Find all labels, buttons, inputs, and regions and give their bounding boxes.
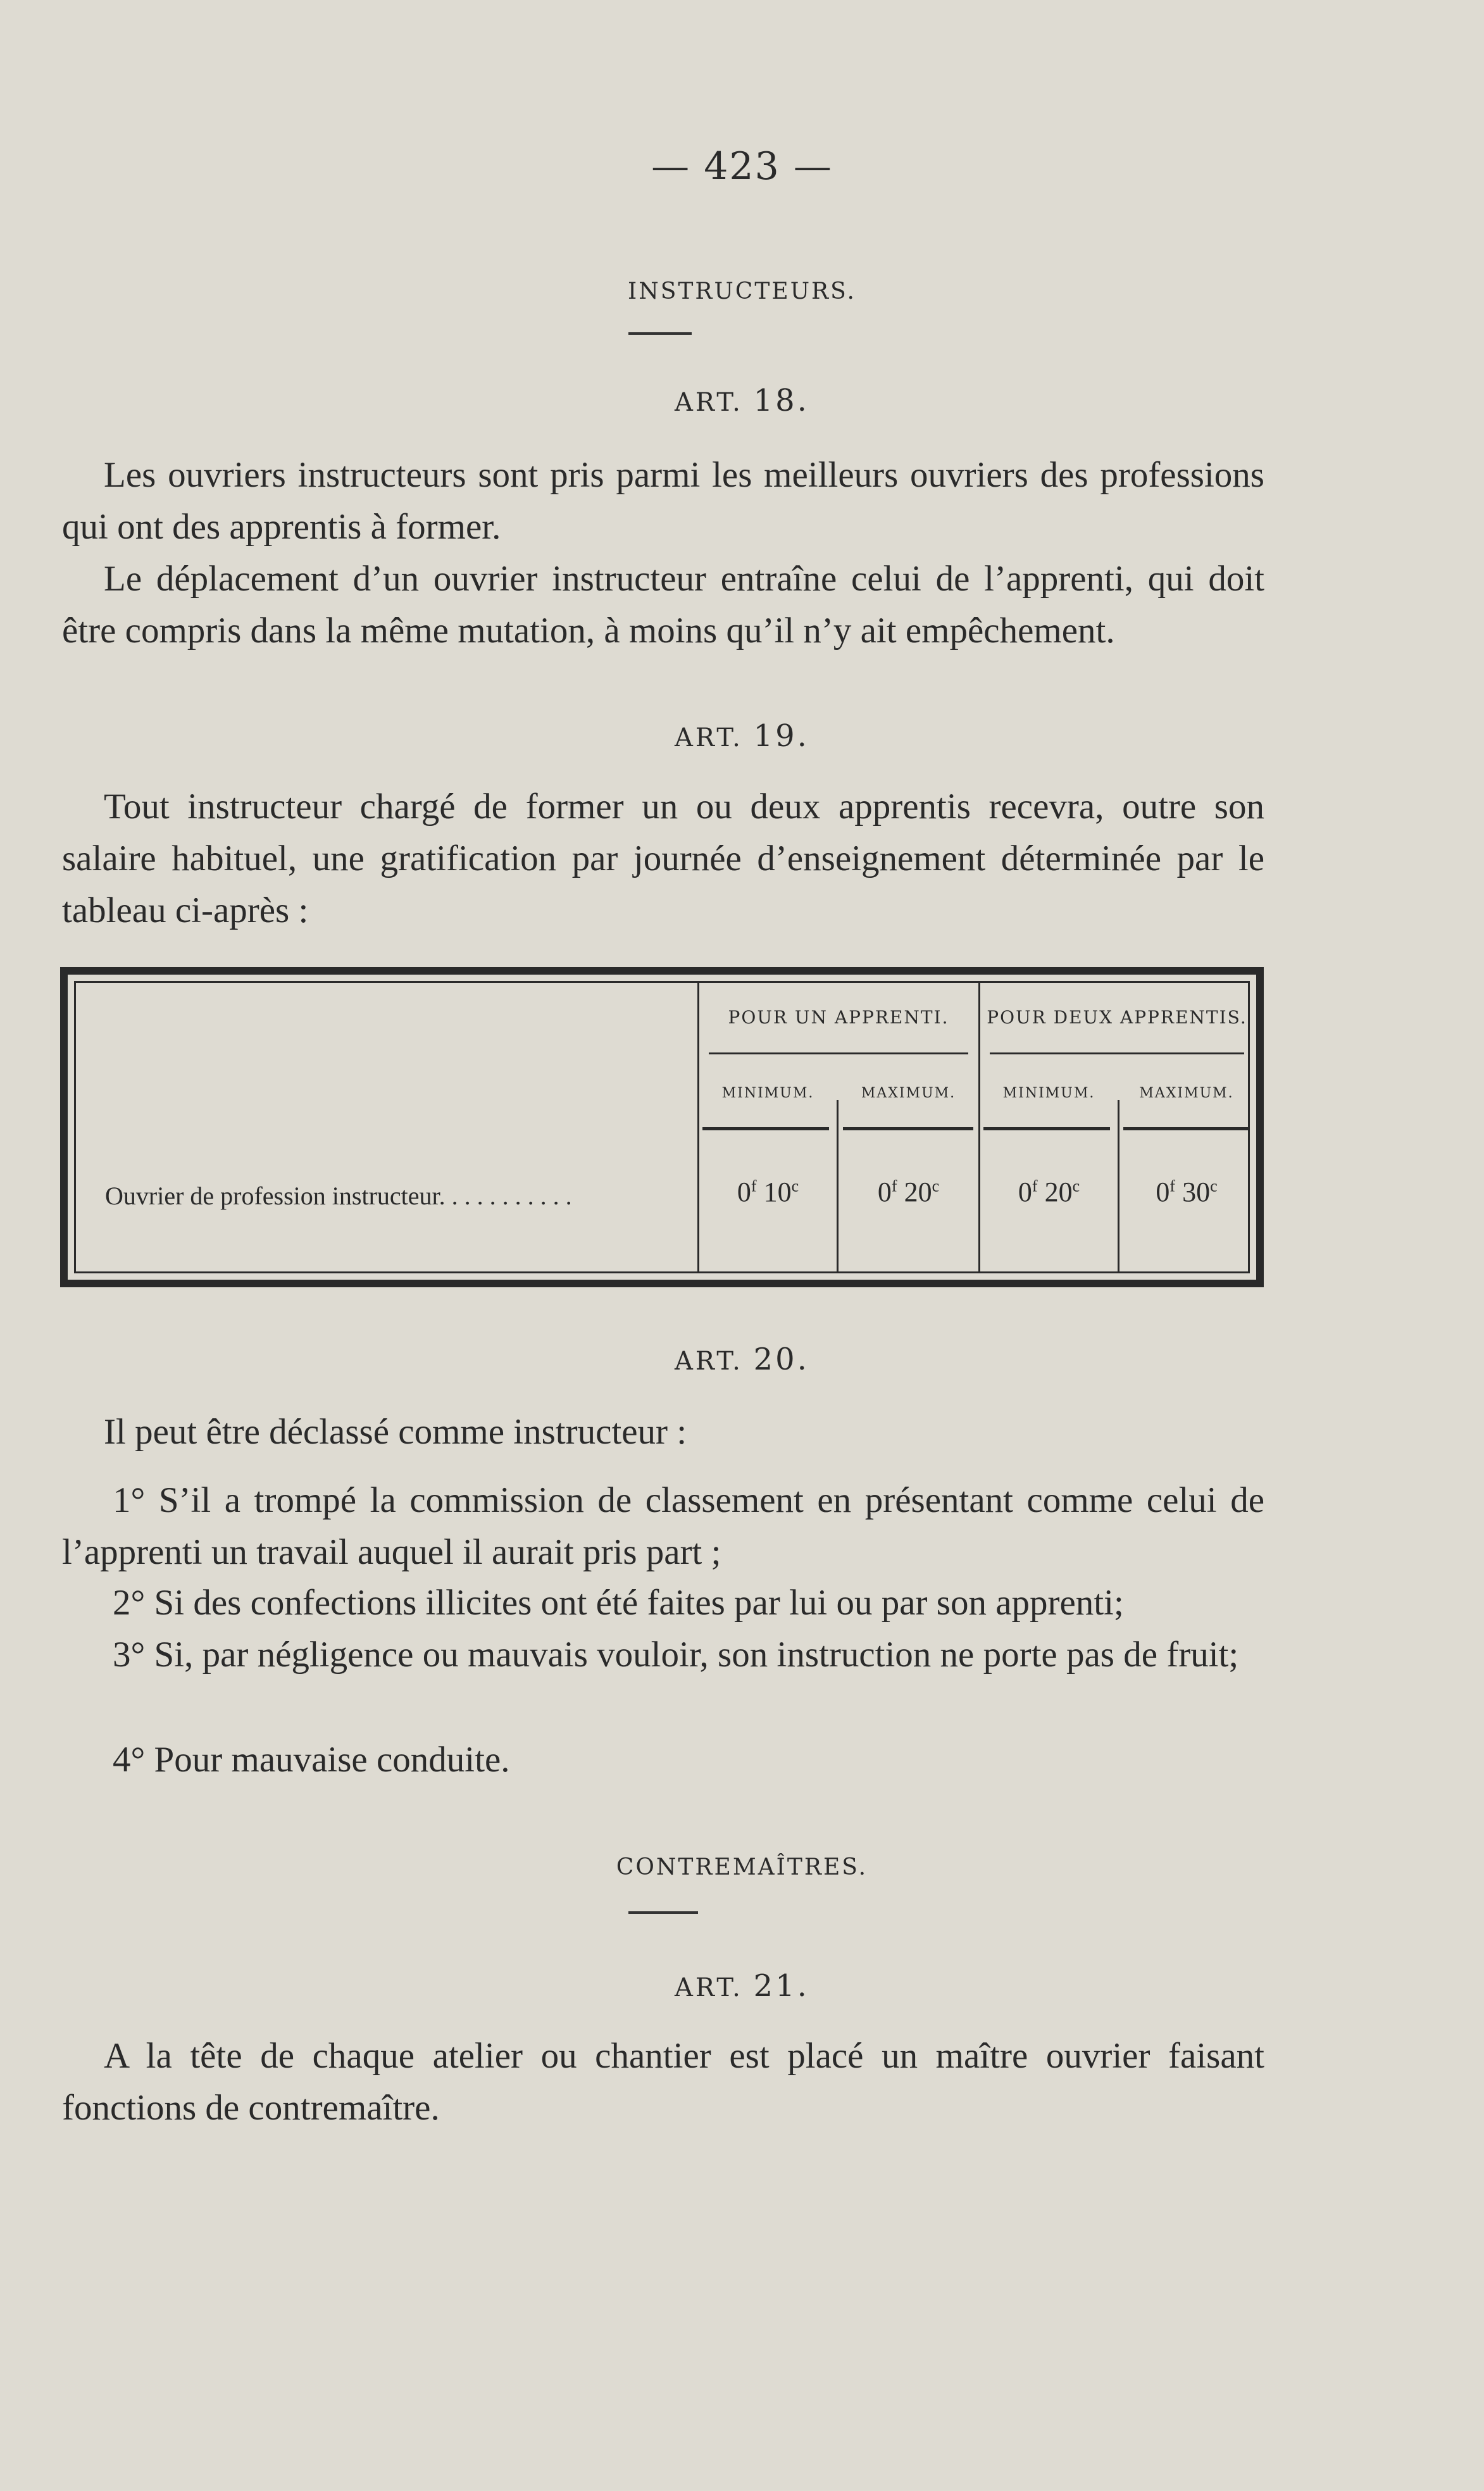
list-item-3: 3° Si, par négligence ou mauvais vouloir, son instruction ne porte pas de fruit;	[113, 1635, 1239, 1675]
article-18-heading	[0, 383, 1484, 418]
header-brace	[990, 1052, 1244, 1054]
table-header-two-apprentices: POUR DEUX APPRENTIS.	[987, 1007, 1247, 1028]
value-max-1: 0$^f$ 20$^c$	[877, 1177, 940, 1208]
section-heading-contremaitres: CONTREMAÎTRES.	[616, 1854, 868, 1880]
subheader-max-2: MAXIMUM.	[1139, 1085, 1234, 1101]
row-label: Ouvrier de profession instructeur. . . . . . . . . . .	[105, 1182, 572, 1210]
gratification-table	[60, 967, 1264, 1287]
article-20-heading	[0, 1342, 1484, 1377]
table-header-one-apprentice: POUR UN APPRENTI.	[728, 1007, 949, 1028]
page-number: — 423 —	[651, 144, 833, 189]
list-item-1: 1° S’il a trompé la commission de classement en présentant comme celui de l’apprenti un travail auquel il aurait pris part ;	[62, 1480, 1264, 1572]
paragraph-art18-a: Les ouvriers instructeurs sont pris parmi les meilleurs ouvriers des professions qui ont des apprentis à former.	[62, 455, 1264, 547]
article-number: 19.	[753, 718, 809, 754]
article-label: ART.	[675, 388, 743, 417]
paragraph-art21: A la tête de chaque atelier ou chantier est placé un maître ouvrier faisant fonctions de contremaître.	[62, 2036, 1264, 2128]
article-label: ART.	[675, 1347, 743, 1376]
paragraph-art20-intro: Il peut être déclassé comme instructeur :	[104, 1412, 687, 1452]
subheader-min-2: MINIMUM.	[1002, 1085, 1095, 1101]
article-number: 21.	[753, 1968, 809, 2004]
table-inner-border	[74, 981, 1250, 1273]
article-19-heading	[0, 718, 1484, 754]
value-min-2: 0$^f$ 20$^c$	[1018, 1177, 1080, 1208]
list-item-2: 2° Si des confections illicites ont été faites par lui ou par son apprenti;	[113, 1583, 1124, 1623]
section-heading-instructeurs: INSTRUCTEURS.	[628, 278, 856, 304]
value-min-1: 0$^f$ 10$^c$	[737, 1177, 799, 1208]
section-rule	[628, 1911, 698, 1914]
paragraph-art18-b: Le déplacement d’un ouvrier instructeur entraîne celui de l’apprenti, qui doit être compris dans la même mutation, à moins qu’il n’y ait empêchement.	[62, 559, 1264, 651]
article-21-heading	[0, 1968, 1484, 2004]
article-label: ART.	[675, 723, 743, 752]
section-rule	[628, 332, 692, 335]
paragraph-art19: Tout instructeur chargé de former un ou deux apprentis recevra, outre son salaire habituel, une gratification par journée d’enseignement déterminée par le tableau ci-après :	[62, 787, 1264, 930]
article-number: 20.	[753, 1342, 809, 1377]
article-number: 18.	[753, 383, 809, 418]
column-rule	[702, 1127, 829, 1130]
subheader-min-1: MINIMUM.	[721, 1085, 814, 1101]
list-item-4: 4° Pour mauvaise conduite.	[113, 1740, 510, 1780]
header-brace	[709, 1052, 968, 1054]
subheader-max-1: MAXIMUM.	[861, 1085, 956, 1101]
article-label: ART.	[675, 1973, 743, 2002]
column-rule	[843, 1127, 973, 1130]
column-rule	[983, 1127, 1110, 1130]
column-rule	[1123, 1127, 1250, 1130]
value-max-2: 0$^f$ 30$^c$	[1156, 1177, 1218, 1208]
